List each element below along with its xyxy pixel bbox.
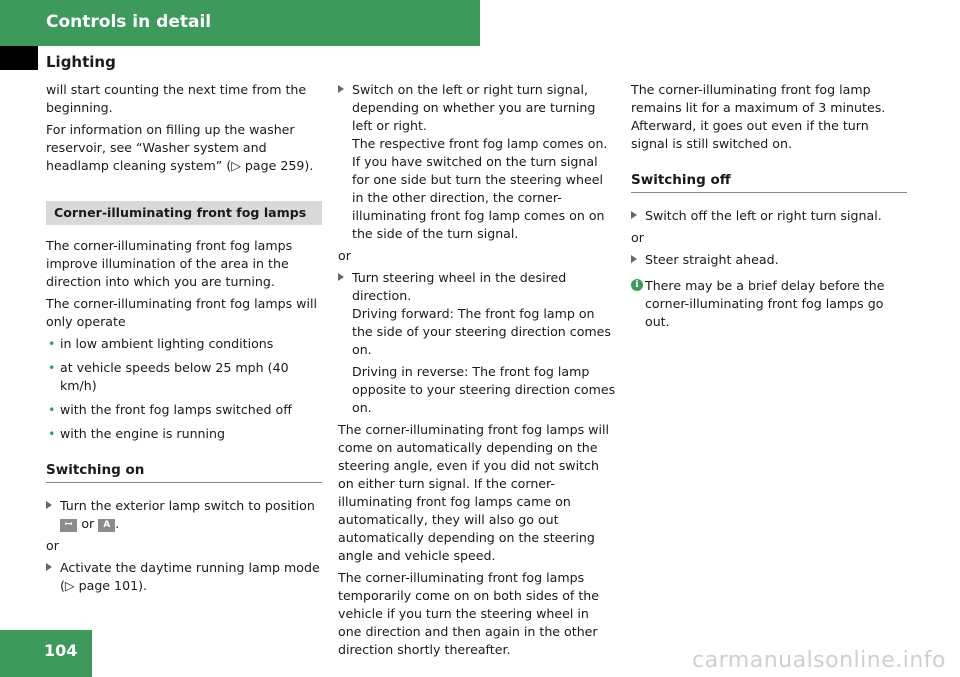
lamp-symbol-icon: ꟷ xyxy=(60,519,77,532)
arrow-icon xyxy=(338,273,344,281)
arrow-icon xyxy=(46,501,52,509)
arrow-icon xyxy=(46,563,52,571)
step-item: Turn steering wheel in the desired direction. Driving forward: The front fog lamp on the side of your steering direction comes on. Driving in reverse: The front fog lamp opposite to your steering direction comes on. xyxy=(338,269,616,417)
paragraph: The corner-illuminating front fog lamp remains lit for a maximum of 3 minutes. Afterward, it goes out even if the turn signal is still switched on. xyxy=(631,82,886,151)
column-2 xyxy=(338,81,616,663)
step-item: Steer straight ahead. xyxy=(631,251,907,269)
or-text: or xyxy=(46,538,59,553)
section-tab xyxy=(0,46,38,70)
page-number: 104 xyxy=(44,641,78,660)
list-item: • with the front fog lamps switched off xyxy=(48,402,292,417)
section-title: Lighting xyxy=(46,53,116,71)
column-3 xyxy=(631,81,907,331)
or-text: or xyxy=(338,248,351,263)
paragraph: For information on filling up the washer reservoir, see “Washer system and headlamp cleaning system” (▷ page 259). xyxy=(46,122,314,173)
bullet-icon: • xyxy=(48,336,56,351)
info-note: i There may be a brief delay before the corner-illuminating front fog lamps go out. xyxy=(631,277,907,331)
step-item: Activate the daytime running lamp mode (▷ page 101). xyxy=(46,559,322,595)
arrow-icon xyxy=(338,85,344,93)
or-text: or xyxy=(631,230,644,245)
bullet-icon: • xyxy=(48,402,56,417)
paragraph: The corner-illuminating front fog lamps temporarily come on on both sides of the vehicle if you turn the steering wheel in one direction and then again in the other direction shortly thereafter. xyxy=(338,570,600,657)
paragraph: The corner-illuminating front fog lamps improve illumination of the area in the direction into which you are turning. xyxy=(46,238,293,289)
list-item: • at vehicle speeds below 25 mph (40 km/h) xyxy=(48,360,289,393)
bullet-icon: • xyxy=(48,426,56,441)
paragraph: The corner-illuminating front fog lamps will only operate xyxy=(46,296,317,329)
section-heading: Switching off xyxy=(631,171,907,193)
column-1 xyxy=(46,81,322,599)
section-heading: Switching on xyxy=(46,461,322,483)
step-item: Switch on the left or right turn signal, depending on whether you are turning left or right. The respective front fog lamp comes on. If you have switched on the turn signal for one side but turn the steering wheel in the other direction, the corner-illuminating front fog lamp comes on on the side of the turn signal. xyxy=(338,81,616,243)
bullet-icon: • xyxy=(48,360,56,375)
list-item: • in low ambient lighting conditions xyxy=(48,336,274,351)
step-item: Turn the exterior lamp switch to position ꟷ or A . xyxy=(46,497,322,533)
paragraph: The corner-illuminating front fog lamps will come on automatically depending on the steering angle, even if you did not switch on either turn signal. If the corner-illuminating front fog lamps came on automatically, they will also go out automatically depending on the steering angle and vehicle speed. xyxy=(338,422,609,563)
step-item: Switch off the left or right turn signal. xyxy=(631,207,907,225)
watermark: carmanualsonline.info xyxy=(692,648,946,673)
paragraph: will start counting the next time from the beginning. xyxy=(46,82,307,115)
arrow-icon xyxy=(631,255,637,263)
list-item: • with the engine is running xyxy=(48,426,226,441)
info-icon: i xyxy=(631,279,643,291)
auto-symbol-icon: A xyxy=(98,519,115,532)
chapter-title: Controls in detail xyxy=(46,12,212,32)
box-heading: Corner-illuminating front fog lamps xyxy=(46,201,322,225)
arrow-icon xyxy=(631,211,637,219)
